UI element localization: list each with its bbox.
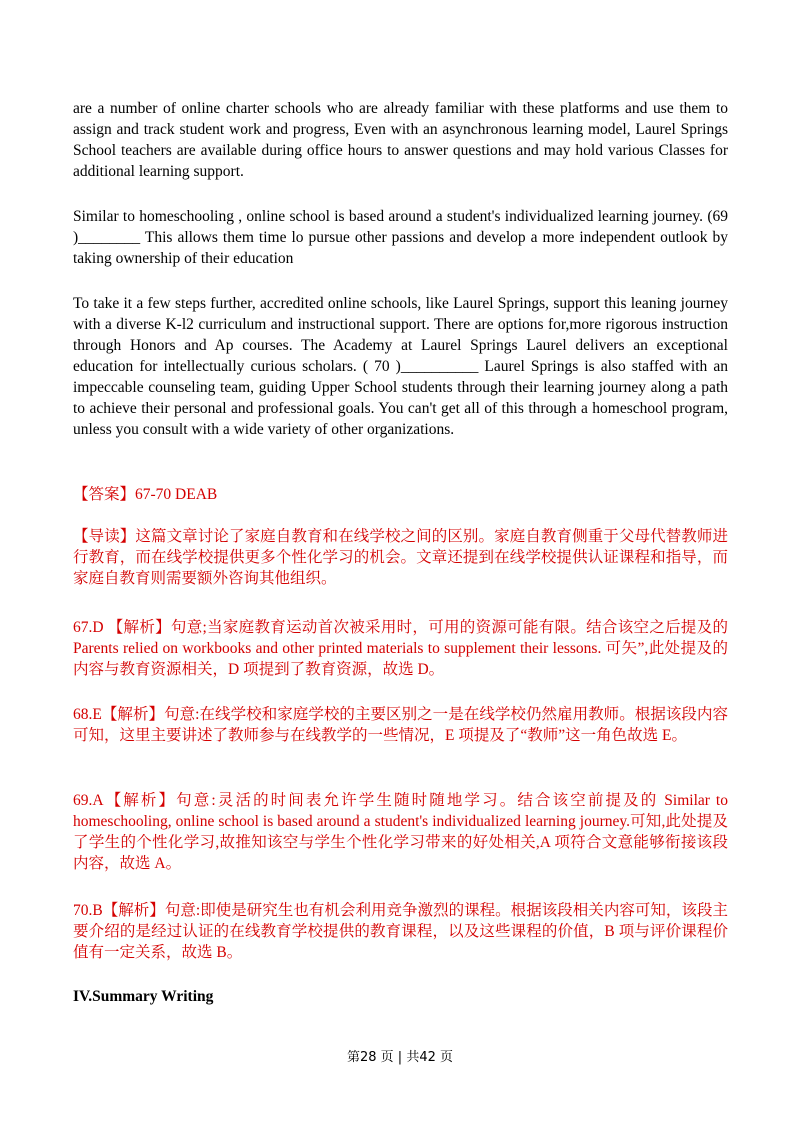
answer-line: 【答案】67-70 DEAB: [73, 486, 218, 503]
explanation-70: 70.B【解析】句意:即使是研究生也有机会利用竞争激烈的课程。根据该段相关内容可知，该段主要介绍的是经过认证的在线教育学校提供的教育课程，以及这些课程的价值，B 项与评价课程价值有一定关系，故选 B。: [73, 902, 728, 961]
explanation-68: 68.E【解析】句意:在线学校和家庭学校的主要区别之一是在线学校仍然雇用教师。根据该段内容可知，这里主要讲述了教师参与在线教学的一些情况，E 项提及了“教师”这一角色故选 E。: [73, 706, 728, 744]
explanation-67: 67.D 【解析】句意;当家庭教育运动首次被采用时，可用的资源可能有限。结合该空之后提及的 Parents relied on workbooks and other printed materials to supplement their lessons. 可矢”,此处提及的内容与教育资源相关，D 项提到了教育资源，故选 D。: [73, 619, 728, 678]
passage-paragraph-1: are a number of online charter schools who are already familiar with these platforms and use them to assign and track student work and progress, Even with an asynchronous learning model, Laurel Springs School teachers are available during office hours to answer questions and may hold various Classes for additional learning support.: [73, 100, 728, 180]
section-heading: IV.Summary Writing: [73, 988, 214, 1005]
guide-paragraph: 【导读】这篇文章讨论了家庭自教育和在线学校之间的区别。家庭自教育侧重于父母代替教师进行教育，而在线学校提供更多个性化学习的机会。文章还提到在线学校提供认证课程和指导，而家庭自教育则需要额外咨询其他组织。: [73, 528, 728, 587]
passage-paragraph-2: Similar to homeschooling , online school is based around a student's individualized learning journey. (69 )________ This allows them time lo pursue other passions and develop a more independent outlook by taking ownership of their education: [73, 208, 728, 267]
page-footer: 第28 页 | 共42 页: [347, 1050, 453, 1065]
passage-paragraph-3: To take it a few steps further, accredited online schools, like Laurel Springs, support this leaning journey with a diverse K-l2 curriculum and instructional support. There are options for,more rigorous instruction through Honors and Ap courses. The Academy at Laurel Springs Laurel delivers an exceptional education for intellectually curious scholars. ( 70 )__________ Laurel Springs is also staffed with an impeccable counseling team, guiding Upper School students through their learning journey along a path to achieve their personal and professional goals. You can't get all of this through a homeschool program, unless you consult with a wide variety of other organizations.: [73, 295, 728, 438]
explanation-69: 69.A【解析】句意:灵活的时间表允许学生随时随地学习。结合该空前提及的 Similar to homeschooling, online school is based around a student's individualized learning journey.可知,此处提及了学生的个性化学习,故推知该空与学生个性化学习带来的好处相关,A 项符合文意能够衔接该段内容，故选 A。: [73, 792, 728, 872]
